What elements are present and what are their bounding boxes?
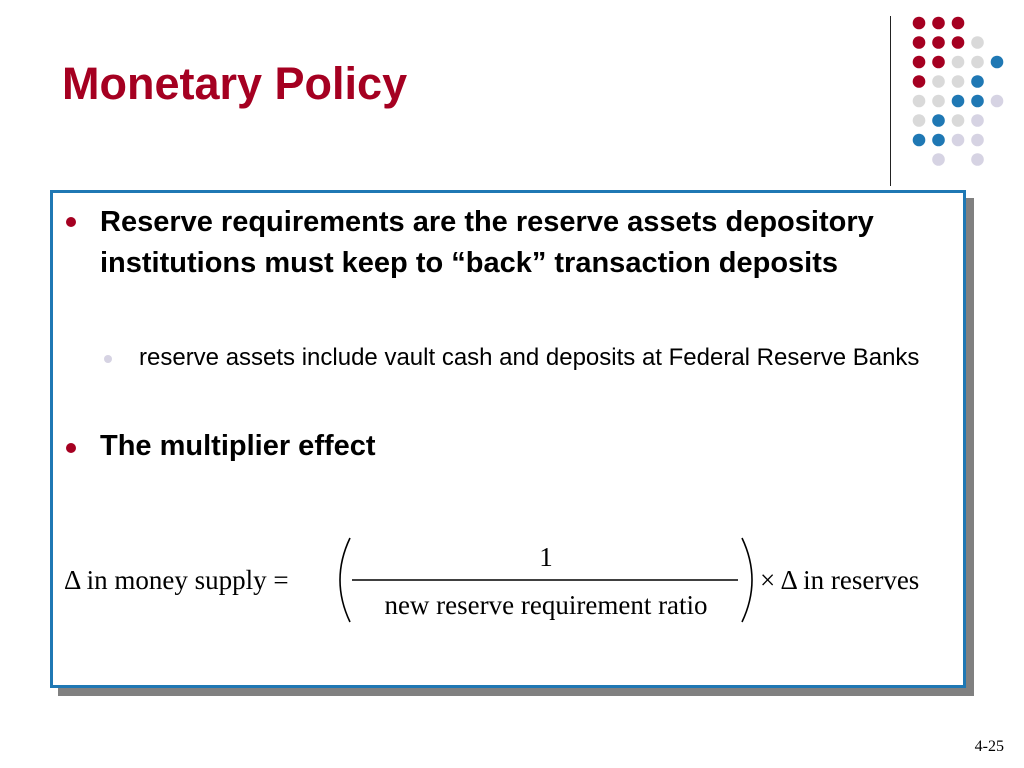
bullet-icon	[66, 443, 76, 453]
formula-lhs: Δ in money supply =	[64, 565, 289, 595]
bullet-reserve-requirements: Reserve requirements are the reserve assets depository institutions must keep to “back” transaction deposits	[100, 206, 874, 279]
decorative-dot	[971, 56, 984, 69]
decorative-dot	[913, 75, 926, 88]
decorative-dot-grid	[0, 0, 1024, 200]
bullet-multiplier-effect: The multiplier effect	[100, 430, 376, 462]
decorative-dot	[932, 56, 945, 69]
decorative-dot	[913, 134, 926, 147]
bullet-icon	[66, 217, 76, 227]
decorative-dot	[932, 17, 945, 30]
decorative-dot	[971, 95, 984, 108]
formula-left-paren	[340, 538, 350, 622]
decorative-dot	[952, 134, 965, 147]
decorative-dot	[971, 134, 984, 147]
decorative-dot	[971, 36, 984, 49]
decorative-dot	[932, 114, 945, 127]
decorative-dot	[971, 114, 984, 127]
decorative-dot	[952, 75, 965, 88]
decorative-dot	[913, 114, 926, 127]
formula-rhs: × Δ in reserves	[760, 565, 920, 595]
decorative-dot	[991, 56, 1004, 69]
decorative-dot	[913, 95, 926, 108]
formula-right-paren	[742, 538, 752, 622]
slide-title: Monetary Policy	[62, 58, 408, 109]
divider-line	[890, 16, 891, 186]
decorative-dot	[932, 75, 945, 88]
decorative-dot	[952, 95, 965, 108]
sub-bullet-icon	[104, 355, 112, 363]
decorative-dot	[913, 56, 926, 69]
decorative-dot	[932, 134, 945, 147]
formula-denominator: new reserve requirement ratio	[384, 590, 708, 620]
decorative-dot	[971, 75, 984, 88]
decorative-dot	[952, 56, 965, 69]
decorative-dot	[952, 17, 965, 30]
multiplier-formula	[60, 530, 960, 630]
decorative-dot	[952, 114, 965, 127]
formula-numerator: 1	[539, 542, 553, 572]
decorative-dot	[952, 36, 965, 49]
decorative-dot	[932, 95, 945, 108]
decorative-dot	[913, 36, 926, 49]
page-number: 4-25	[974, 738, 1004, 755]
decorative-dot	[991, 95, 1004, 108]
sub-bullet-reserve-assets: reserve assets include vault cash and deposits at Federal Reserve Banks	[139, 344, 920, 371]
decorative-dot	[971, 153, 984, 166]
decorative-dot	[913, 17, 926, 30]
decorative-dot	[932, 36, 945, 49]
decorative-dot	[932, 153, 945, 166]
